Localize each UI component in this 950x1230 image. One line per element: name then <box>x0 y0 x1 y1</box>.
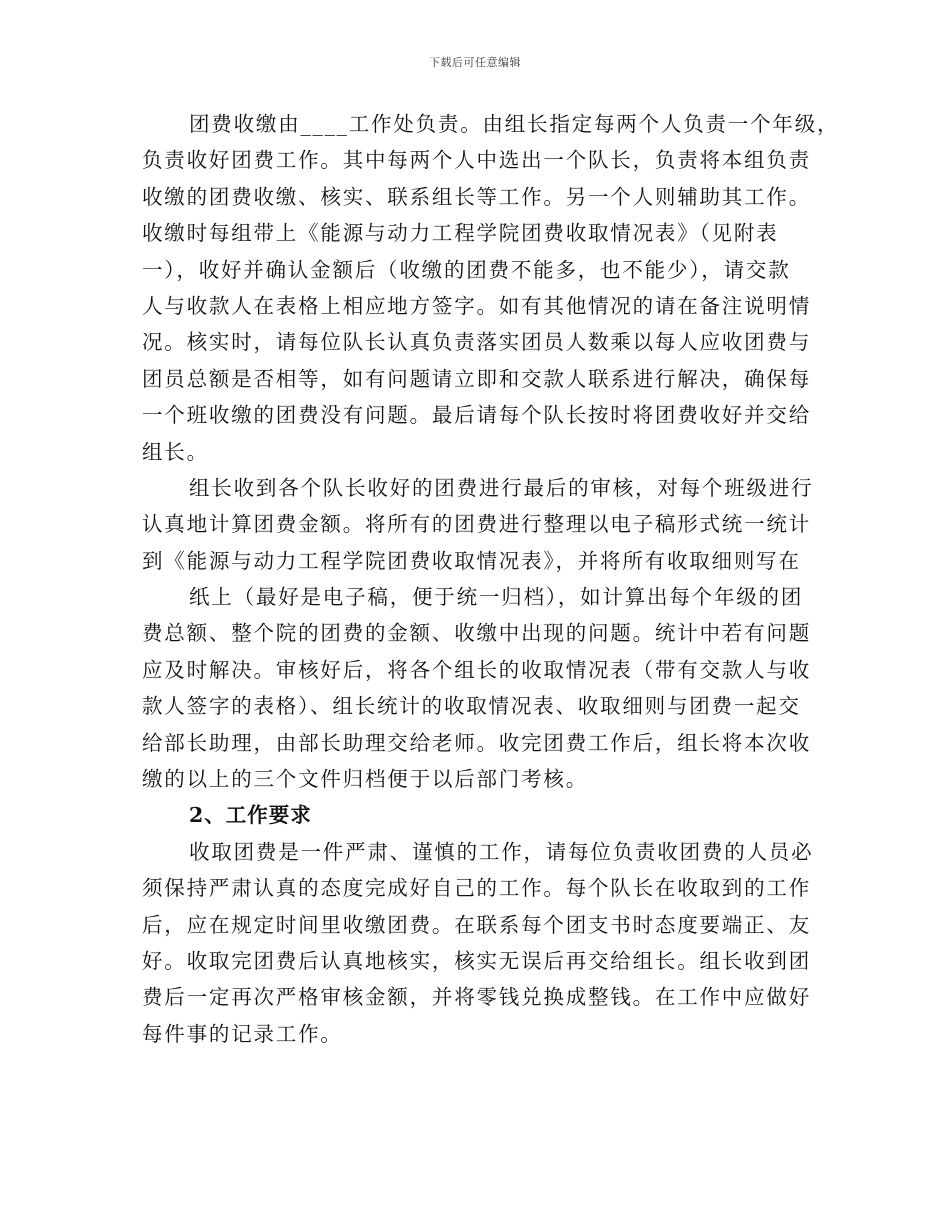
paragraph-3-line-4: 款人签字的表格）、组长统计的收取情况表、收取细则与团费一起交 <box>142 694 801 719</box>
paragraph-4-line-3: 后，应在规定时间里收缴团费。在联系每个团支书时态度要端正、友 <box>142 912 811 937</box>
paragraph-2-line-2: 认真地计算团费金额。将所有的团费进行整理以电子稿形式统一统计 <box>142 512 811 537</box>
paragraph-1-line-2: 负责收好团费工作。其中每两个人中选出一个队长，负责将本组负责 <box>142 148 811 173</box>
paragraph-4-line-1: 收取团费是一件严肃、谨慎的工作，请每位负责收团费的人员必 <box>189 839 814 864</box>
paragraph-2-line-3: 到《能源与动力工程学院团费收取情况表》，并将所有收取细则写在 <box>142 548 801 573</box>
paragraph-1-line-6: 人与收款人在表格上相应地方签字。如有其他情况的请在备注说明情 <box>142 293 811 318</box>
paragraph-3-line-5: 给部长助理，由部长助理交给老师。收完团费工作后，组长将本次收 <box>142 730 811 755</box>
paragraph-4-line-5: 费后一定再次严格审核金额，并将零钱兑换成整钱。在工作中应做好 <box>142 985 811 1010</box>
paragraph-4-line-6: 每件事的记录工作。 <box>142 1021 343 1046</box>
paragraph-2-line-1: 组长收到各个队长收好的团费进行最后的审核，对每个班级进行 <box>189 475 814 500</box>
document-body <box>142 106 840 1052</box>
section-heading: 2、工作要求 <box>189 803 312 828</box>
paragraph-1-line-9: 一个班收缴的团费没有问题。最后请每个队长按时将团费收好并交给 <box>142 403 811 428</box>
paragraph-3-line-2: 费总额、整个院的团费的金额、收缴中出现的问题。统计中若有问题 <box>142 621 811 646</box>
paragraph-3-line-1: 纸上（最好是电子稿，便于统一归档），如计算出每个年级的团 <box>189 585 804 610</box>
paragraph-1-line-8: 团员总额是否相等，如有问题请立即和交款人联系进行解决，确保每 <box>142 366 811 391</box>
paragraph-1-line-3: 收缴的团费收缴、核实、联系组长等工作。另一个人则辅助其工作。 <box>142 184 811 209</box>
page-header: 下载后可任意编辑 <box>429 56 521 69</box>
paragraph-1-line-7: 况。核实时，请每位队长认真负责落实团员人数乘以每人应收团费与 <box>142 330 811 355</box>
paragraph-4-line-2: 须保持严肃认真的态度完成好自己的工作。每个队长在收取到的工作 <box>142 876 811 901</box>
paragraph-1-line-10: 组长。 <box>142 439 209 464</box>
paragraph-1-line-5: 一），收好并确认金额后（收缴的团费不能多，也不能少），请交款 <box>142 257 791 282</box>
paragraph-3-line-6: 缴的以上的三个文件归档便于以后部门考核。 <box>142 767 588 792</box>
paragraph-4-line-4: 好。收取完团费后认真地核实，核实无误后再交给组长。组长收到团 <box>142 948 811 973</box>
paragraph-1-line-4: 收缴时每组带上《能源与动力工程学院团费收取情况表》（见附表 <box>142 221 779 246</box>
paragraph-1-line-1: 团费收缴由____工作处负责。由组长指定每两个人负责一个年级， <box>189 112 840 136</box>
paragraph-3-line-3: 应及时解决。审核好后，将各个组长的收取情况表（带有交款人与收 <box>142 657 811 682</box>
